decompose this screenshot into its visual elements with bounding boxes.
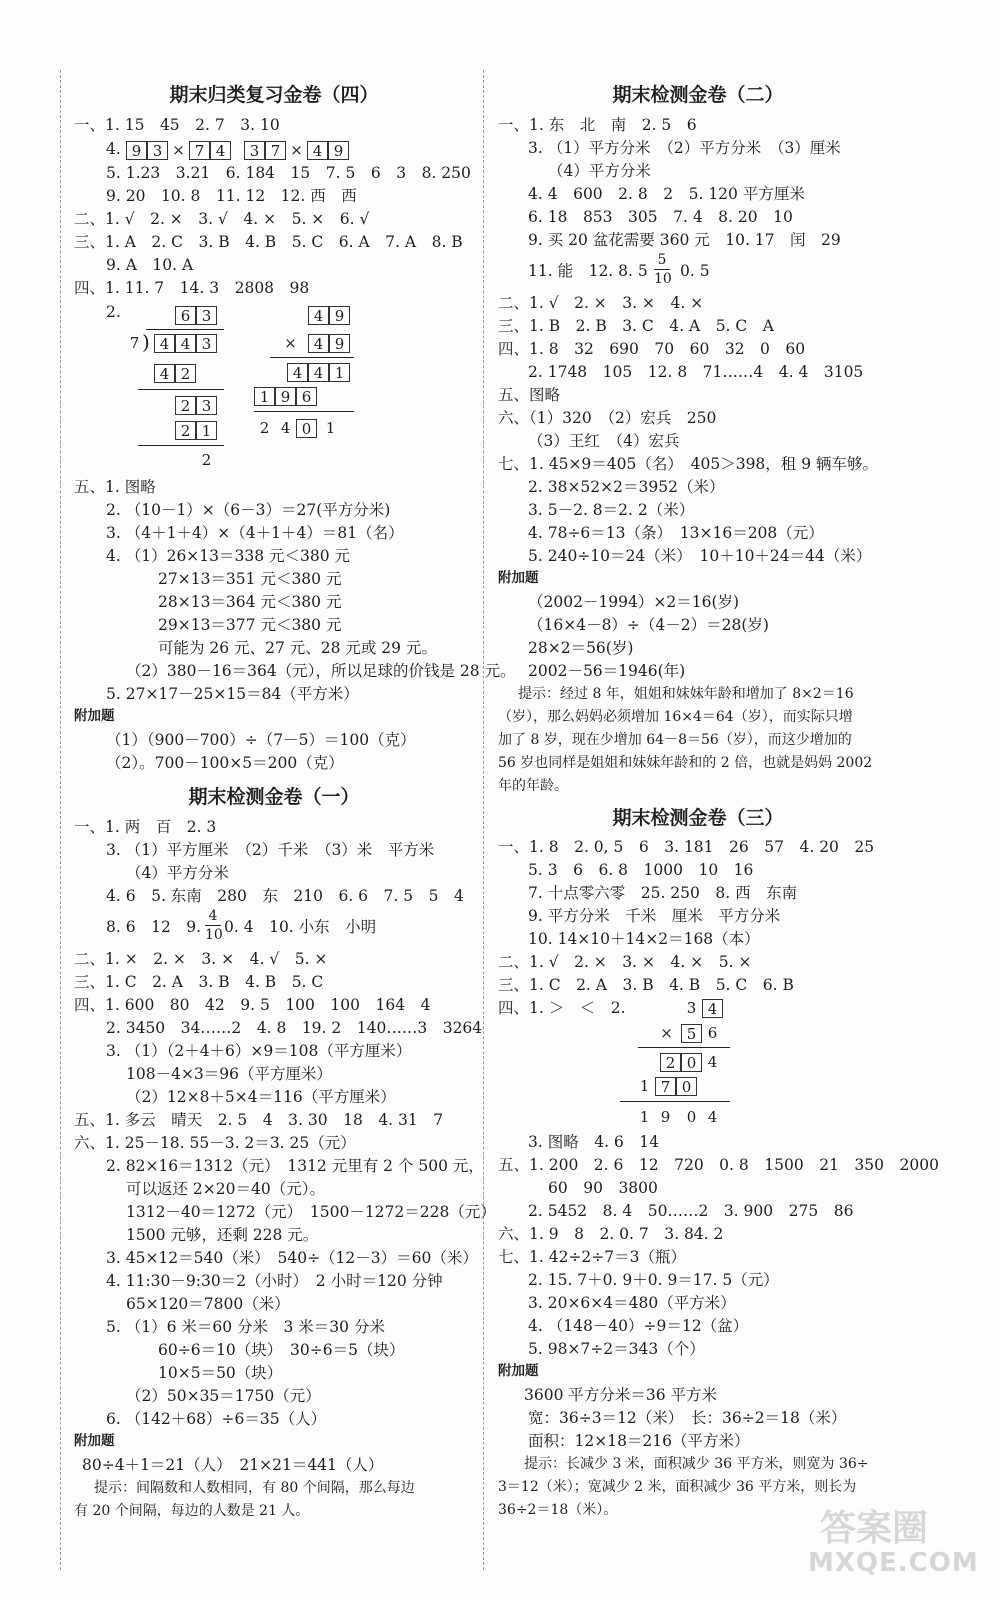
box-digit: 9 — [329, 306, 350, 325]
answer-line: 七、1. 42÷2÷7＝3（瓶） — [498, 1248, 686, 1266]
answer-line: 五、1. 图略 — [74, 478, 156, 496]
answer-line: 4. — [106, 140, 121, 158]
box-digit: 4 — [175, 334, 196, 353]
box-digit: 4 — [307, 141, 328, 160]
box-digit: 6 — [175, 306, 196, 325]
box-digit: 0 — [296, 419, 317, 438]
answer-line: 8. 6 12 9. — [106, 918, 202, 936]
watermark-url: MXQE.COM — [808, 1548, 979, 1578]
answer-line: （1）（900－700）÷（7－5）＝100（克） — [106, 731, 416, 749]
box-digit: 5 — [681, 1024, 702, 1043]
answer-line: 27×13＝351 元＜380 元 — [158, 570, 342, 588]
answer-line: 一、1. 15 45 2. 7 3. 10 — [74, 116, 280, 134]
answer-line: 六、（1）320 （2）宏兵 250 — [498, 409, 717, 427]
box-digit: 6 — [296, 387, 317, 406]
box-digit: 4 — [308, 363, 329, 382]
answer-line: 28×2＝56(岁) — [528, 639, 634, 657]
answer-line: 2. 1748 105 12. 8 71……4 4. 4 3105 — [528, 363, 864, 381]
hint-line: 提示：间隔数和人数相同，有 80 个间隔，那么每边 — [94, 1480, 415, 1496]
answer-line: 9. 平方分米 千米 厘米 平方分米 — [528, 907, 781, 925]
answer-line: 宽：36÷3＝12（米） 长：36÷2＝18（米） — [528, 1409, 847, 1427]
answer-line: 1312－40＝1272（元） 1500－1272＝228（元） — [126, 1203, 496, 1221]
hint-line: 加了 8 岁，现在少增加 64－8＝56（岁），而这少增加的 — [498, 732, 852, 748]
answer-line: 0. 5 — [680, 262, 710, 280]
box-digit: 3 — [196, 334, 217, 353]
box-digit: 7 — [189, 141, 210, 160]
box-digit: 9 — [328, 141, 349, 160]
answer-line: 9. 买 20 盆花需要 360 元 10. 17 闰 29 — [528, 231, 841, 249]
result-digit: 1 — [639, 1108, 650, 1126]
hint-line: 56 岁也同样是姐姐和妹妹年龄和的 2 倍，也就是妈妈 2002 — [498, 755, 873, 771]
answer-line: 9. 20 10. 8 11. 12 12. 西 西 — [106, 187, 357, 205]
fraction — [205, 909, 221, 942]
box-digit: 2 — [175, 396, 196, 415]
box-digit: 4 — [308, 306, 329, 325]
answer-line: 9. A 10. A — [106, 256, 194, 274]
answer-line: 29×13＝377 元＜380 元 — [158, 616, 342, 634]
times-sign: × — [290, 141, 303, 159]
result-digit: 4 — [280, 419, 291, 437]
answer-line: 3. （4＋1＋4）×（4＋1＋4）＝81（名） — [106, 524, 404, 542]
hint-line: （岁），那么妈妈必须增加 16×4＝64（岁），而实际只增 — [498, 709, 853, 725]
answer-line: 5. 3 6 6. 8 1000 10 16 — [528, 861, 754, 879]
subtraction-line — [138, 389, 224, 390]
answer-line: 4. 4 600 2. 8 2 5. 120 平方厘米 — [528, 185, 805, 203]
box-digit: 2 — [175, 364, 196, 383]
answer-line: 3. 20×6×4＝480（平方米） — [528, 1294, 736, 1312]
answer-line: 3. （1）平方厘米 （2）千米 （3）米 平方米 — [106, 841, 435, 859]
answer-line: 2002－56＝1946(年) — [528, 662, 686, 680]
answer-line: 4. 78÷6＝13（条） 13×16＝208（元） — [528, 524, 824, 542]
answer-line: 3. （1）平方分米 （2）平方分米 （3）厘米 — [528, 139, 841, 157]
answer-line: 六、1. 25－18. 55－3. 2＝3. 25（元） — [74, 1134, 356, 1152]
times-sign: × — [284, 334, 297, 352]
answer-line: 五、图略 — [498, 386, 561, 404]
box-digit: 4 — [154, 364, 175, 383]
answer-line: 60 90 3800 — [548, 1179, 658, 1197]
section-title: 期末检测金卷（二） — [612, 84, 784, 106]
answer-line: 2. — [106, 303, 121, 321]
answer-line: 四、1. ＞ ＜ 2. — [498, 999, 626, 1017]
answer-line: 六、1. 9 8 2. 0. 7 3. 84. 2 — [498, 1225, 724, 1243]
answer-line: （2002－1994）×2＝16(岁) — [528, 593, 740, 611]
answer-line: （2）12×8＋5×4＝116（平方厘米） — [126, 1088, 396, 1106]
watermark-logo: 答案圈 — [820, 1508, 929, 1549]
box-digit: 2 — [660, 1053, 681, 1072]
division-bracket: ) — [142, 330, 150, 354]
box-digit: 4 — [210, 141, 231, 160]
fraction — [654, 253, 670, 286]
result-digit: 1 — [325, 419, 336, 437]
answer-line: 二、1. √ 2. × 3. √ 4. × 5. × 6. √ — [74, 210, 370, 228]
answer-line: 2. 3450 34……2 4. 8 19. 2 140……3 3264 — [106, 1019, 483, 1037]
times-sign: × — [660, 1024, 673, 1042]
answer-line: 4. 6 5. 东南 280 东 210 6. 6 7. 5 5 4 — [106, 887, 464, 905]
answer-line: 6. 18 853 305 7. 4 8. 20 10 — [528, 208, 793, 226]
digit: 1 — [639, 1077, 650, 1095]
result-digit: 2 — [259, 419, 270, 437]
box-digit: 9 — [275, 387, 296, 406]
box-digit: 4 — [154, 334, 175, 353]
answer-line: 11. 能 12. 8. 5 — [528, 262, 648, 280]
answer-line: （2）380－16＝364（元），所以足球的价钱是 28 元。 — [126, 662, 516, 680]
answer-line: 二、1. √ 2. × 3. × 4. × — [498, 294, 704, 312]
fraction-denominator: 10 — [654, 271, 672, 287]
answer-line: 60÷6＝10（块） 30÷6＝5（块） — [158, 1341, 405, 1359]
answer-line: 80÷4＋1＝21（人） 21×21＝441（人） — [82, 1456, 384, 1474]
answer-line: 三、1. C 2. A 3. B 4. B 5. C — [74, 973, 324, 991]
answer-line: 7. 十点零六零 25. 250 8. 西 东南 — [528, 884, 798, 902]
division-bar — [146, 329, 224, 330]
hint-line: 提示：长减少 3 米，面积减少 36 平方米，则宽为 36÷ — [524, 1456, 869, 1472]
answer-line: 3. 图略 4. 6 14 — [528, 1133, 660, 1151]
answer-line: 3600 平方分米＝36 平方米 — [524, 1386, 718, 1404]
box-digit: 4 — [308, 334, 329, 353]
divisor: 7 — [129, 334, 140, 352]
section-title: 期末归类复习金卷（四） — [169, 84, 379, 106]
hint-line: 提示：经过 8 年，姐姐和妹妹年龄和增加了 8×2＝16 — [518, 686, 854, 702]
answer-line: 0. 4 10. 小东 小明 — [224, 918, 377, 936]
answer-line: （4）平方分米 — [548, 162, 651, 180]
center-divider — [483, 70, 484, 1570]
digit: 4 — [707, 1053, 718, 1071]
result-digit: 9 — [660, 1108, 671, 1126]
times-sign: × — [172, 141, 185, 159]
box-digit: 2 — [175, 421, 196, 440]
box-digit: 4 — [702, 999, 723, 1018]
answer-line: 一、1. 两 百 2. 3 — [74, 818, 217, 836]
result-digit: 4 — [707, 1108, 718, 1126]
hint-line: 年的年龄。 — [498, 778, 568, 794]
bonus-heading: 附加题 — [498, 570, 539, 586]
answer-line: 可能为 26 元、27 元、28 元或 29 元。 — [158, 639, 437, 657]
answer-line: 10. 14×10＋14×2＝168（本） — [528, 930, 760, 948]
answer-line: 3. （1）（2＋4＋6）×9＝108（平方厘米） — [106, 1042, 412, 1060]
box-digit: 1 — [329, 363, 350, 382]
left-margin-line — [60, 70, 61, 1570]
answer-line: 四、1. 11. 7 14. 3 2808 98 — [74, 279, 310, 297]
digit: 6 — [707, 1024, 718, 1042]
box-digit: 3 — [244, 141, 265, 160]
box-digit: 3 — [147, 141, 168, 160]
answer-line: 四、1. 600 80 42 9. 5 100 100 164 4 — [74, 996, 431, 1014]
answer-line: （2）50×35＝1750（元） — [126, 1387, 321, 1405]
box-digit: 0 — [676, 1077, 697, 1096]
box-digit: 3 — [196, 306, 217, 325]
digit: 3 — [686, 999, 697, 1017]
answer-line: 4. （1）26×13＝338 元＜380 元 — [106, 547, 351, 565]
fraction-numerator: 4 — [208, 908, 218, 924]
box-digit: 7 — [655, 1077, 676, 1096]
box-digit: 1 — [196, 421, 217, 440]
product-line — [254, 411, 354, 412]
section-title: 期末检测金卷（一） — [188, 786, 360, 808]
product-line — [270, 357, 354, 358]
answer-line: （2）。700－100×5＝200（克） — [106, 754, 344, 772]
answer-line: 三、1. C 2. A 3. B 4. B 5. C 6. B — [498, 976, 794, 994]
box-digit: 1 — [254, 387, 275, 406]
answer-line: 2. 15. 7＋0. 9＋0. 9＝17. 5（元） — [528, 1271, 779, 1289]
answer-line: 2. 38×52×2＝3952（米） — [528, 478, 725, 496]
result-digit: 0 — [686, 1108, 697, 1126]
remainder: 2 — [201, 451, 212, 469]
answer-line: 可以返还 2×20＝40（元）。 — [126, 1180, 325, 1198]
answer-line: 四、1. 8 32 690 70 60 32 0 60 — [498, 340, 806, 358]
product-line — [638, 1047, 730, 1048]
bonus-heading: 附加题 — [74, 708, 115, 724]
bonus-heading: 附加题 — [498, 1363, 539, 1379]
answer-line: 二、1. √ 2. × 3. × 4. × 5. × — [498, 953, 752, 971]
box-digit: 0 — [681, 1053, 702, 1072]
bonus-heading: 附加题 — [74, 1433, 115, 1449]
answer-line: 5. 240÷10＝24（米） 10＋10＋24＝44（米） — [528, 547, 872, 565]
answer-line: 面积：12×18＝216（平方米） — [528, 1432, 750, 1450]
answer-line: 3. 5－2. 8＝2. 2（米） — [528, 501, 695, 519]
answer-line: 一、1. 东 北 南 2. 5 6 — [498, 116, 697, 134]
answer-line: 65×120＝7800（米） — [126, 1295, 290, 1313]
answer-line: 6. （142＋68）÷6＝35（人） — [106, 1410, 327, 1428]
answer-line: 3. 45×12＝540（米） 540÷（12－3）＝60（米） — [106, 1249, 478, 1267]
answer-line: 五、1. 200 2. 6 12 720 0. 8 1500 21 350 2000 — [498, 1156, 939, 1174]
answer-line: 2. （10－1）×（6－3）＝27(平方分米) — [106, 501, 391, 519]
hint-line: 有 20 个间隔，每边的人数是 21 人。 — [74, 1503, 310, 1519]
answer-line: 28×13＝364 元＜380 元 — [158, 593, 342, 611]
answer-line: 二、1. × 2. × 3. × 4. √ 5. × — [74, 950, 328, 968]
answer-line: 2. 82×16＝1312（元） 1312 元里有 2 个 500 元， — [106, 1157, 484, 1175]
fraction-numerator: 5 — [657, 252, 667, 268]
box-digit: 9 — [329, 334, 350, 353]
answer-line: 5. 27×17－25×15＝84（平方米） — [106, 685, 359, 703]
product-line — [620, 1101, 730, 1102]
box-digit: 7 — [265, 141, 286, 160]
answer-line: （3）王红 （4）宏兵 — [528, 432, 680, 450]
answer-line: 1500 元够，还剩 228 元。 — [126, 1226, 319, 1244]
answer-line: 4. （148－40）÷9＝12（盆） — [528, 1317, 749, 1335]
subtraction-line — [138, 445, 224, 446]
box-digit: 3 — [196, 396, 217, 415]
answer-line: 10×5＝50（块） — [158, 1364, 283, 1382]
hint-line: 3＝12（米）；宽减少 2 米，面积减少 36 平方米，则长为 — [498, 1479, 857, 1495]
answer-line: 三、1. B 2. B 3. C 4. A 5. C A — [498, 317, 774, 335]
fraction-denominator: 10 — [205, 927, 223, 943]
answer-line: 5. 1.23 3.21 6. 184 15 7. 5 6 3 8. 250 — [106, 164, 471, 182]
box-digit: 4 — [287, 363, 308, 382]
answer-line: （4）平方分米 — [126, 864, 229, 882]
answer-line: 4. 11:30－9:30＝2（小时） 2 小时＝120 分钟 — [106, 1272, 443, 1290]
hint-line: 36÷2＝18（米）。 — [498, 1502, 618, 1518]
answer-line: 5. （1）6 米＝60 分米 3 米＝30 分米 — [106, 1318, 385, 1336]
box-digit: 9 — [126, 141, 147, 160]
answer-line: 七、1. 45×9＝405（名） 405＞398，租 9 辆车够。 — [498, 455, 879, 473]
answer-line: 三、1. A 2. C 3. B 4. B 5. C 6. A 7. A 8. B — [74, 233, 463, 251]
answer-line: 五、1. 多云 晴天 2. 5 4 3. 30 18 4. 31 7 — [74, 1111, 444, 1129]
answer-line: 2. 5452 8. 4 50……2 3. 900 275 86 — [528, 1202, 854, 1220]
section-title: 期末检测金卷（三） — [612, 807, 784, 829]
answer-line: 108－4×3＝96（平方厘米） — [126, 1065, 333, 1083]
answer-line: 5. 98×7÷2＝343（个） — [528, 1340, 705, 1358]
answer-line: 一、1. 8 2. 0, 5 6 3. 181 26 57 4. 20 25 — [498, 838, 875, 856]
answer-line: （16×4－8）÷（4－2）＝28(岁) — [528, 616, 769, 634]
